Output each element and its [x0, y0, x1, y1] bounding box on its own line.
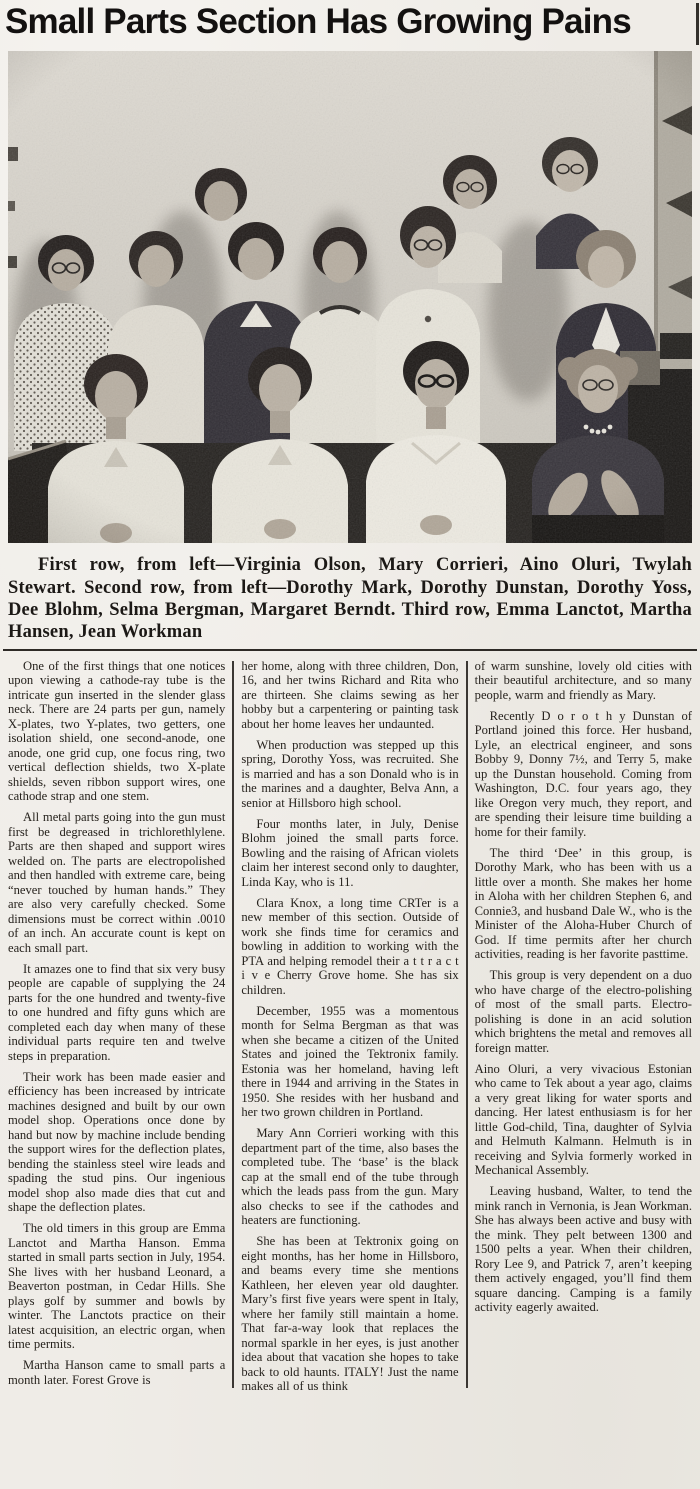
- article-paragraph: One of the first things that one notices upon viewing a cathode-ray tube is the intricate gun inserted in the slender glass neck. There are 24 parts per gun, namely X-plates, two Y-plates, two getters, one isolation shield, one second-anode, one anode, one grid cup, one focus ring, two vertical deflection shields, two X-plate shields, seven ribbon support wires, one cathode strap and one stem.: [8, 658, 226, 804]
- article-paragraph: She has been at Tektronix going on eight months, has her home in Hillsboro, and beams every time she mentions Kathleen, her eleven year old daughter. Mary’s first five years were spent in Italy, where her family still maintain a home. That far-a-way look that replaces the normal sparkle in her eyes, is just another idea about that vacation she hopes to take back to old haunts. ITALY! Just the name makes all of us think: [241, 1234, 459, 1394]
- article-paragraph: Mary Ann Corrieri working with this department part of the time, also bases the completed tube. The ‘base’ is the black cap at the small end of the tube through which the leads pass from the gun. Mary also checks to see if the cathodes and heaters are functioning.: [241, 1126, 459, 1228]
- photo-caption: First row, from left—Virginia Olson, Mary Corrieri, Aino Oluri, Twylah Stewart. Second row, from left—Dorothy Mark, Dorothy Dunstan, Dorothy Yoss, Dee Blohm, Selma Bergman, Margaret Berndt. Third row, Emma Lanctot, Martha Hansen, Jean Workman: [8, 555, 692, 643]
- article-paragraph: Their work has been made easier and efficiency has been increased by intricate machines designed and built by our own model shop. Operations once done by hand but now by machine include bending the support wires for the deflection plates, bending the stainless steel wire leads and spading the stud pins. Our ingenious model shop also made dies that cut and shape the deflection plates.: [8, 1069, 226, 1215]
- article-paragraph: This group is very dependent on a duo who have charge of the electro-polishing of most of the small parts. Electro-polishing is done in an acid solution which brightens the metal and removes all foreign matter.: [474, 968, 692, 1055]
- article-paragraph: Leaving husband, Walter, to tend the mink ranch in Vernonia, is Jean Workman. She has always been active and busy with the mink. They pelt between 1300 and 1500 pelts a year. When their children, Rory Lee 9, and Patrick 7, aren’t keeping them actively engaged, you’ll find them square dancing. Camping is a family activity eagerly awaited.: [474, 1184, 692, 1315]
- article-paragraph: Aino Oluri, a very vivacious Estonian who came to Tek about a year ago, claims a very great liking for water sports and dancing. Her latest enthusiasm is for her little God-child, Tina, daughter of Sylvia and Helmuth Kalmann. Helmuth is in receiving and Sylvia formerly worked in Mechanical Assembly.: [474, 1061, 692, 1178]
- article-paragraph: Four months later, in July, Denise Blohm joined the small parts force. Bowling and the raising of African violets claim her interest second only to daughter, Linda Kay, who is 11.: [241, 816, 459, 889]
- column-divider: [466, 661, 468, 1388]
- article-paragraph: her home, along with three children, Don, 16, and her twins Richard and Rita who are thirteen. She claims sewing as her hobby but a carpentering or painting task about her home leaves her undaunted.: [241, 658, 459, 731]
- scan-edge-artifact: [696, 3, 699, 45]
- article-paragraph: Clara Knox, a long time CRTer is a new member of this section. Outside of work she finds time for ceramics and bowling in addition to working with the PTA and helping remodel their a t t r a c t i v e Cherry Grove home. She has six children.: [241, 895, 459, 997]
- article-column-2: [241, 659, 458, 1394]
- article-paragraph: The third ‘Dee’ in this group, is Dorothy Mark, who has been with us a little over a month. She makes her home in Aloha with her children Stephen 6, and Connie3, and husband Dale W., who is the Minister of the Aloha-Huber Church of God. If time permits after her church activities, reading is her favorite pasttime.: [474, 845, 692, 962]
- article-paragraph: of warm sunshine, lovely old cities with their beautiful architecture, and so many people, warm and friendly as Mary.: [474, 658, 692, 702]
- article-paragraph: Recently D o r o t h y Dunstan of Portland joined this force. Her husband, Lyle, an electrical engineer, and sons Bobby 9, Donny 7½, and Terry 5, make up the Dunstan household. Coming from Washington, D.C. four years ago, they like Oregon very much, they report, and are spending their leisure time building a home for their family.: [474, 708, 692, 839]
- article-paragraph: The old timers in this group are Emma Lanctot and Martha Hanson. Emma started in small parts section in July, 1954. She lives with her husband Leonard, a Beaverton postman, in Cedar Hills. She plays golf by summer and bowls by winter. The Lanctots practice on their latest acquisition, an electric organ, when time permits.: [8, 1221, 226, 1352]
- article-paragraph: It amazes one to find that six very busy people are capable of supplying the 24 parts for the one hundred and twenty-five to one hundred and fifty guns which are completed each day when many of these individual parts require ten and twelve steps in preparation.: [8, 961, 226, 1063]
- article-paragraph: All metal parts going into the gun must first be degreased in trichlorethlylene. Parts are then shaped and support wires welded on. The parts are electropolished and then handled with extreme care, being “never touched by human hands.” They are also very carefully checked. Some dimensions must be correct within .0010 of an inch. An accurate count is kept on each small part.: [8, 810, 226, 955]
- article-paragraph: When production was stepped up this spring, Dorothy Yoss, was recruited. She is married and has a son Donald who is in the marines and a daughter, Belva Ann, a senior at Hillsboro high school.: [241, 737, 459, 810]
- group-photo-illustration: [8, 51, 692, 543]
- column-divider: [232, 661, 234, 1388]
- article-paragraph: December, 1955 was a momentous month for Selma Bergman as that was when she became a citizen of the United States and joined the Tektronix family. Estonia was her homeland, having left there in 1944 and arriving in the States in 1950. She resides with her husband and her two grown children in Portland.: [241, 1003, 459, 1120]
- article-body: [0, 651, 700, 1394]
- article-column-1: [8, 659, 225, 1394]
- group-photo: [8, 51, 692, 543]
- article-paragraph: Martha Hanson came to small parts a month later. Forest Grove is: [8, 1358, 226, 1387]
- article-column-3: [475, 659, 692, 1394]
- headline: Small Parts Section Has Growing Pains: [5, 2, 631, 41]
